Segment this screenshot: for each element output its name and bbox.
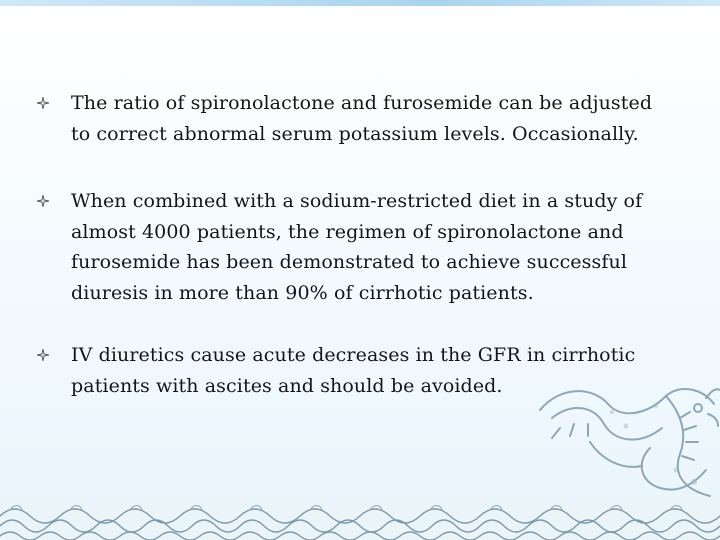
dragon-icon xyxy=(530,378,720,518)
four-point-star-icon xyxy=(36,96,50,110)
four-point-star-icon xyxy=(36,348,50,362)
bullet-text: The ratio of spironolactone and furosemide can be adjusted to correct abnormal serum potassium levels. Occasionally. xyxy=(71,92,653,145)
four-point-star-icon xyxy=(36,194,50,208)
bullet-text: When combined with a sodium-restricted diet in a study of almost 4000 patients, the regimen of spironolactone and furosemide has been demonstrated to achieve successful diuresis in more than 90% of cirrhotic patients. xyxy=(71,190,643,304)
bullet-text: IV diuretics cause acute decreases in the GFR in cirrhotic patients with ascites and should be avoided. xyxy=(71,344,636,397)
wave-pattern-icon xyxy=(0,498,720,540)
